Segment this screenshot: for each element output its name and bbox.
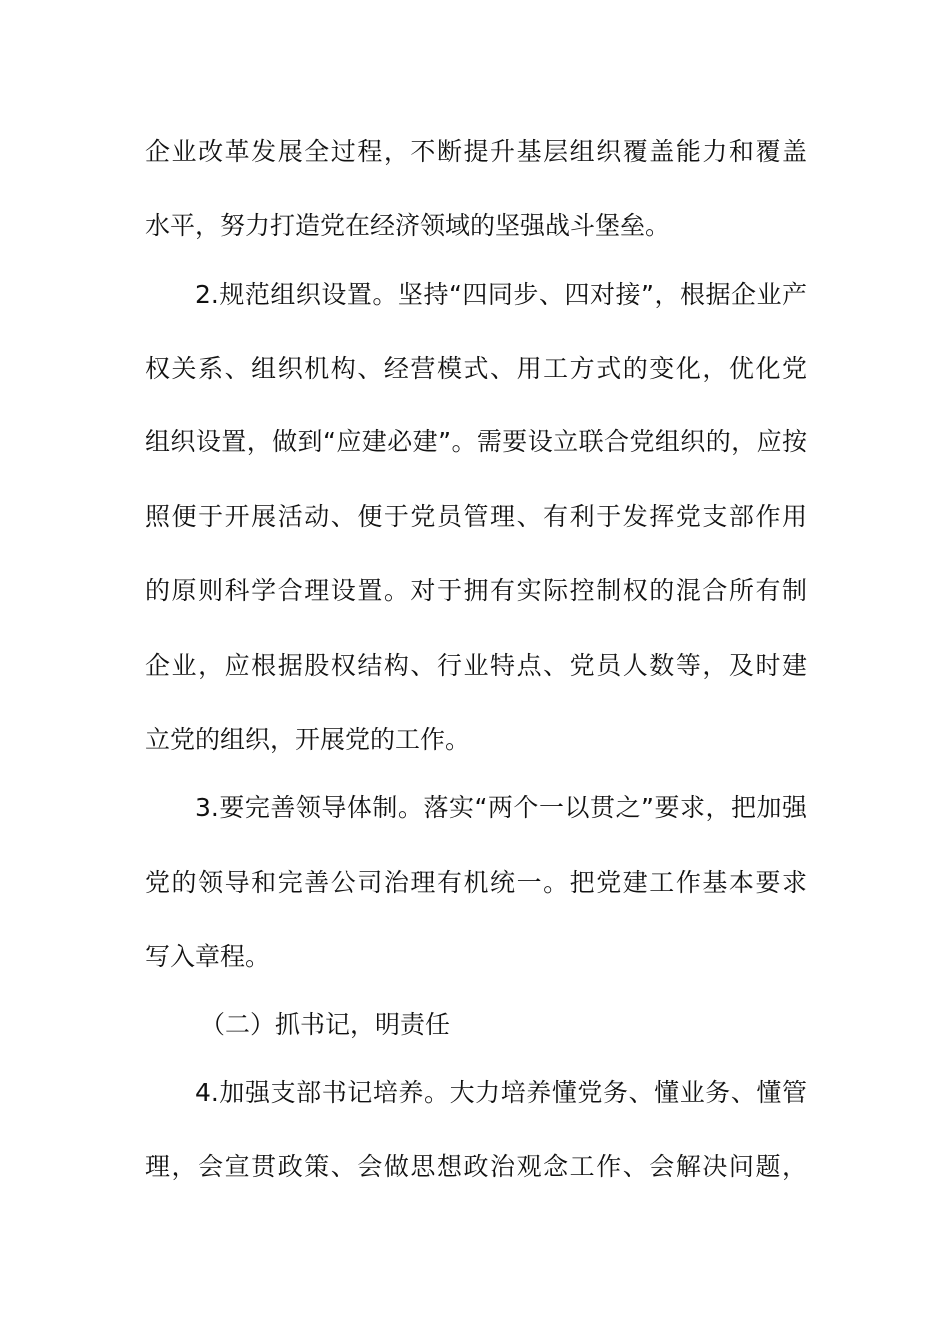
paragraph-line: 照便于开展活动、便于党员管理、有利于发挥党支部作用 [145, 502, 807, 531]
paragraph-line: 党的领导和完善公司治理有机统一。把党建工作基本要求 [145, 868, 807, 897]
paragraph-line: 组织设置，做到“应建必建”。需要设立联合党组织的，应按 [145, 427, 807, 456]
paragraph-line: 2.规范组织设置。坚持“四同步、四对接”，根据企业产 [195, 280, 807, 309]
section-heading: （二）抓书记，明责任 [200, 1010, 451, 1039]
paragraph-line: 写入章程。 [145, 942, 271, 971]
paragraph-line: 企业，应根据股权结构、行业特点、党员人数等，及时建 [145, 651, 807, 680]
paragraph-line: 权关系、组织机构、经营模式、用工方式的变化，优化党 [145, 354, 807, 383]
paragraph-line: 的原则科学合理设置。对于拥有实际控制权的混合所有制 [145, 576, 807, 605]
paragraph-line: 立党的组织，开展党的工作。 [145, 725, 471, 754]
paragraph-line: 理，会宣贯政策、会做思想政治观念工作、会解决问题， [145, 1152, 807, 1181]
paragraph-line: 4.加强支部书记培养。大力培养懂党务、懂业务、懂管 [195, 1078, 807, 1107]
paragraph-line: 水平，努力打造党在经济领域的坚强战斗堡垒。 [145, 211, 671, 240]
paragraph-line: 3.要完善领导体制。落实“两个一以贯之”要求，把加强 [195, 793, 807, 822]
paragraph-line: 企业改革发展全过程，不断提升基层组织覆盖能力和覆盖 [145, 137, 807, 166]
